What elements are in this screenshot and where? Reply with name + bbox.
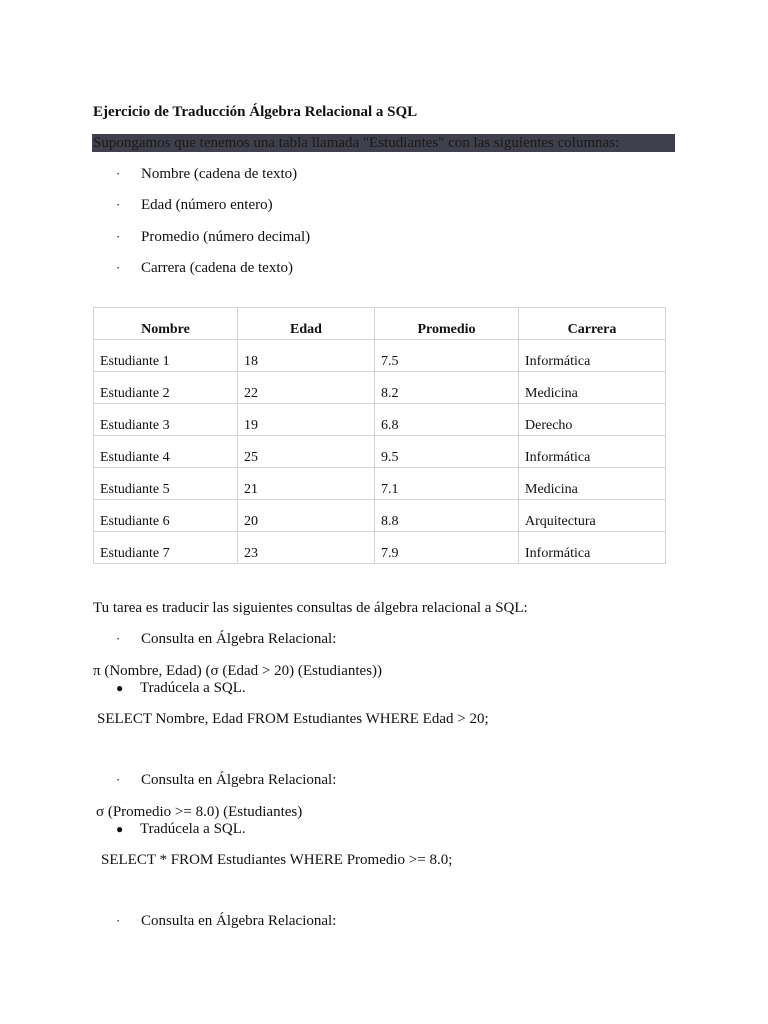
table-header-cell: Edad xyxy=(238,308,375,340)
table-row xyxy=(94,500,666,532)
table-row xyxy=(94,404,666,436)
table-cell: 8.2 xyxy=(375,372,519,404)
list-bullet: · xyxy=(116,772,121,787)
query-heading: Consulta en Álgebra Relacional: xyxy=(141,631,337,647)
table-cell: 19 xyxy=(238,404,375,436)
table-cell: 22 xyxy=(238,372,375,404)
query-expression: π (Nombre, Edad) (σ (Edad > 20) (Estudiantes)) xyxy=(93,663,383,679)
table-cell: 6.8 xyxy=(375,404,519,436)
list-bullet: · xyxy=(116,631,121,646)
query-instruction: Tradúcela a SQL. xyxy=(140,680,246,696)
list-bullet: ● xyxy=(116,822,124,836)
table-cell: 23 xyxy=(238,532,375,564)
table-header-cell: Nombre xyxy=(94,308,238,340)
table-cell: Informática xyxy=(519,436,666,468)
list-item: Edad (número entero) xyxy=(141,197,273,213)
table-cell: 7.5 xyxy=(375,340,519,372)
table-header-cell: Promedio xyxy=(375,308,519,340)
table-cell: Estudiante 2 xyxy=(94,372,238,404)
sql-answer: SELECT Nombre, Edad FROM Estudiantes WHERE Edad > 20; xyxy=(97,711,489,727)
table-row xyxy=(94,340,666,372)
list-item: Nombre (cadena de texto) xyxy=(141,166,298,182)
table-cell: Estudiante 6 xyxy=(94,500,238,532)
table-cell: Estudiante 1 xyxy=(94,340,238,372)
query-instruction: Tradúcela a SQL. xyxy=(140,821,246,837)
table-cell: Medicina xyxy=(519,372,666,404)
table-cell: 7.1 xyxy=(375,468,519,500)
table-cell: 25 xyxy=(238,436,375,468)
table-row xyxy=(94,468,666,500)
table-cell: 20 xyxy=(238,500,375,532)
query-heading: Consulta en Álgebra Relacional: xyxy=(141,913,337,929)
table-cell: Estudiante 5 xyxy=(94,468,238,500)
table-header-row xyxy=(94,308,666,340)
table-cell: Informática xyxy=(519,340,666,372)
table-cell: Estudiante 3 xyxy=(94,404,238,436)
list-bullet: · xyxy=(116,197,121,212)
table-cell: Arquitectura xyxy=(519,500,666,532)
table-cell: Medicina xyxy=(519,468,666,500)
table-cell: Derecho xyxy=(519,404,666,436)
query-heading: Consulta en Álgebra Relacional: xyxy=(141,772,337,788)
table-cell: 18 xyxy=(238,340,375,372)
table-cell: 21 xyxy=(238,468,375,500)
list-item: Carrera (cadena de texto) xyxy=(141,260,293,276)
table-cell: Estudiante 7 xyxy=(94,532,238,564)
table-row xyxy=(94,532,666,564)
list-item: Promedio (número decimal) xyxy=(141,229,311,245)
students-table xyxy=(93,307,666,564)
table-row xyxy=(94,372,666,404)
sql-answer: SELECT * FROM Estudiantes WHERE Promedio >= 8.0; xyxy=(101,852,453,868)
query-expression: σ (Promedio >= 8.0) (Estudiantes) xyxy=(96,804,303,820)
intro-text: Supongamos que tenemos una tabla llamada "Estudiantes" con las siguientes columnas: xyxy=(93,135,620,151)
table-row xyxy=(94,436,666,468)
list-bullet: ● xyxy=(116,681,124,695)
list-bullet: · xyxy=(116,229,121,244)
table-header-cell: Carrera xyxy=(519,308,666,340)
table-cell: 7.9 xyxy=(375,532,519,564)
list-bullet: · xyxy=(116,913,121,928)
list-bullet: · xyxy=(116,166,121,181)
list-bullet: · xyxy=(116,260,121,275)
table-cell: 9.5 xyxy=(375,436,519,468)
table-cell: 8.8 xyxy=(375,500,519,532)
table-cell: Estudiante 4 xyxy=(94,436,238,468)
document-title: Ejercicio de Traducción Álgebra Relacional a SQL xyxy=(93,104,418,120)
table-cell: Informática xyxy=(519,532,666,564)
task-text: Tu tarea es traducir las siguientes consultas de álgebra relacional a SQL: xyxy=(93,600,528,616)
